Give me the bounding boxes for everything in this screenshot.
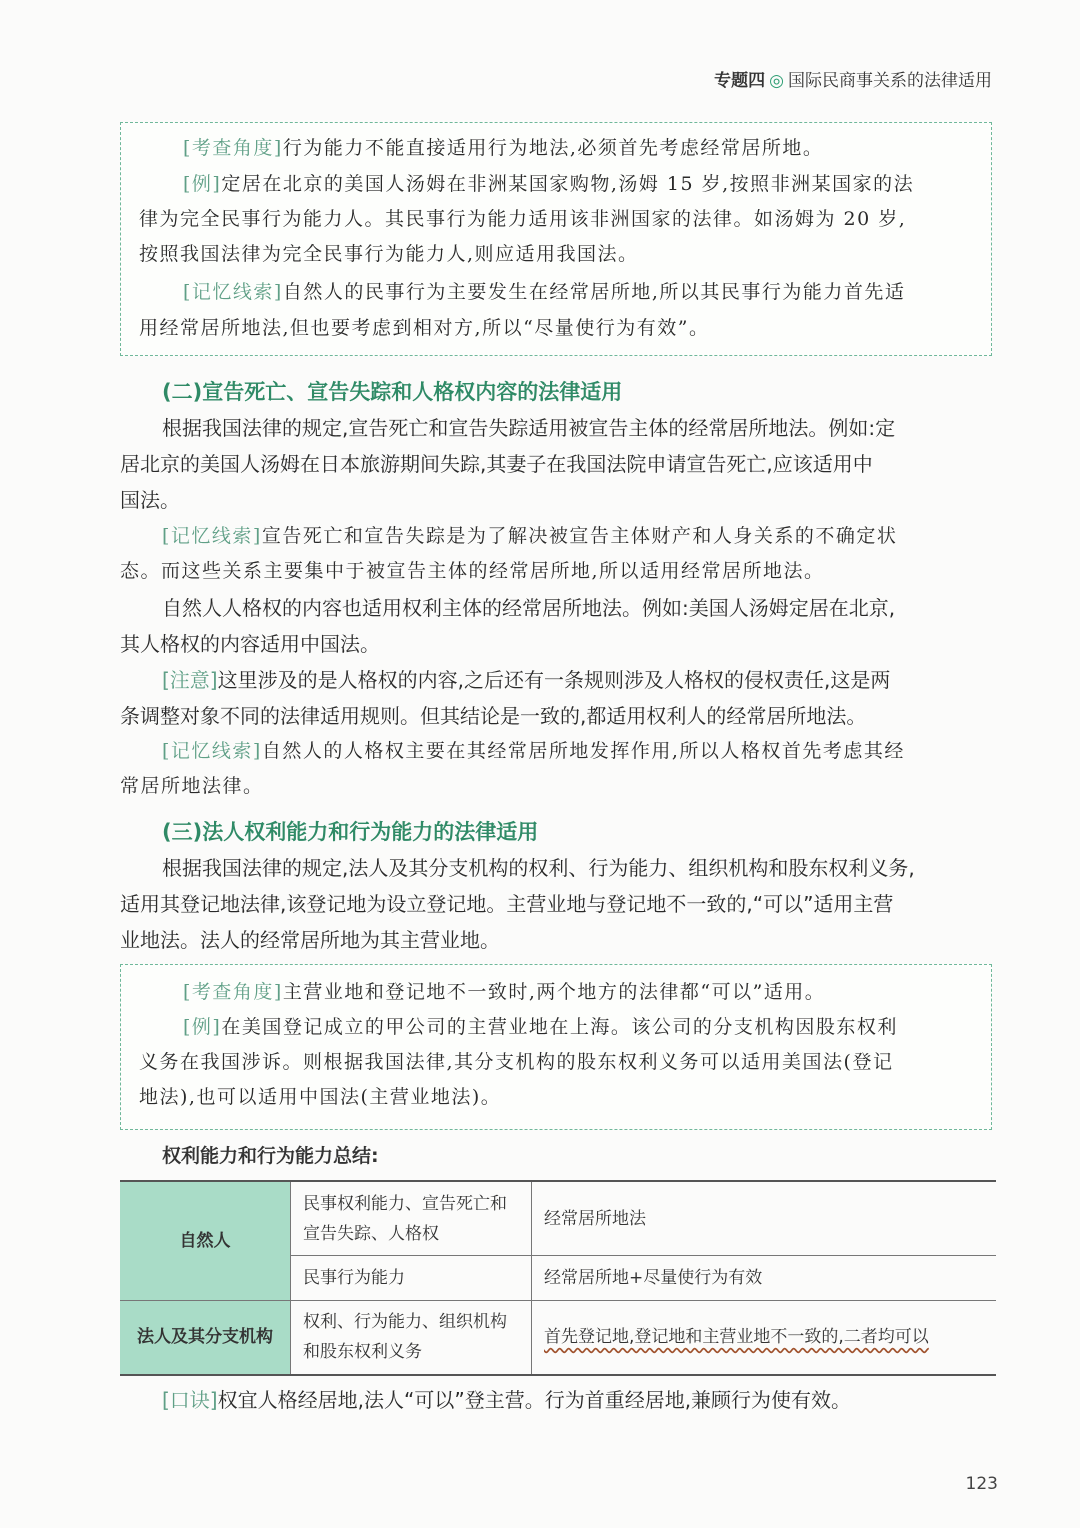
- callout-box-exam-angle-1: [120, 122, 992, 356]
- wavy-underlined-rule: 首先登记地,登记地和主营业地不一致的,二者均可以: [544, 1327, 929, 1348]
- table-cell: 经常居所地法: [532, 1181, 997, 1256]
- box1-line-4: 按照我国法律为完全民事行为能力人,则应适用我国法。: [139, 243, 639, 265]
- mnemonic-line: [口诀]权宜人格经居地,法人“可以”登主营。行为首重经居地,兼顾行为使有效。: [162, 1388, 852, 1412]
- topic-label: 专题四: [714, 71, 766, 91]
- s2-para2-line2: 其人格权的内容适用中国法。: [120, 632, 380, 656]
- s2-para2-line1: 自然人人格权的内容也适用权利主体的经常居所地法。例如:美国人汤姆定居在北京,: [162, 596, 896, 620]
- box1-line-1: [考查角度]行为能力不能直接适用行为地法,必须首先考虑经常居所地。: [183, 137, 824, 159]
- box2-line-4: 地法),也可以适用中国法(主营业地法)。: [139, 1086, 502, 1108]
- table-cell: [532, 1300, 997, 1375]
- table-cell: 民事权利能力、宣告死亡和 宣告失踪、人格权: [291, 1181, 532, 1256]
- section-heading-3: (三)法人权利能力和行为能力的法律适用: [162, 820, 539, 844]
- mnemonic-tag: [口诀]: [162, 1388, 218, 1412]
- s2-note-line2: 条调整对象不同的法律适用规则。但其结论是一致的,都适用权利人的经常居所地法。: [120, 704, 867, 728]
- table-cell: 民事行为能力: [291, 1256, 532, 1300]
- s2-memo2-line1: [记忆线索]自然人的人格权主要在其经常居所地发挥作用,所以人格权首先考虑其经: [162, 740, 905, 762]
- circle-bullet-icon: ◎: [769, 71, 784, 91]
- box2-line-3: 义务在我国涉诉。则根据我国法律,其分支机构的股东权利义务可以适用美国法(登记: [139, 1051, 894, 1073]
- exam-angle-tag: [考查角度]: [183, 981, 283, 1003]
- natural-person-cell: 自然人: [120, 1181, 291, 1300]
- s2-memo1-line1: [记忆线索]宣告死亡和宣告失踪是为了解决被宣告主体财产和人身关系的不确定状: [162, 525, 898, 547]
- summary-table-title: 权利能力和行为能力总结:: [162, 1145, 379, 1167]
- table-row: [120, 1181, 996, 1256]
- summary-table: [120, 1180, 996, 1376]
- memory-clue-tag: [记忆线索]: [183, 281, 283, 303]
- example-tag: [例]: [183, 173, 222, 195]
- table-row: [120, 1300, 996, 1375]
- legal-person-cell: 法人及其分支机构: [120, 1300, 291, 1375]
- chapter-title: 国际民商事关系的法律适用: [788, 71, 992, 91]
- s2-memo1-line2: 态。而这些关系主要集中于被宣告主体的经常居所地,所以适用经常居所地法。: [120, 560, 825, 582]
- box2-line-2: [例]在美国登记成立的甲公司的主营业地在上海。该公司的分支机构因股东权利: [183, 1016, 898, 1038]
- memory-clue-tag: [记忆线索]: [162, 740, 262, 762]
- s2-para1-line1: 根据我国法律的规定,宣告死亡和宣告失踪适用被宣告主体的经常居所地法。例如:定: [162, 416, 896, 440]
- s3-para1-line1: 根据我国法律的规定,法人及其分支机构的权利、行为能力、组织机构和股东权利义务,: [162, 856, 915, 880]
- running-header: [714, 66, 992, 91]
- section-heading-2: (二)宣告死亡、宣告失踪和人格权内容的法律适用: [162, 380, 623, 404]
- exam-angle-tag: [考查角度]: [183, 137, 283, 159]
- example-tag: [例]: [183, 1016, 222, 1038]
- memory-clue-tag: [记忆线索]: [162, 525, 262, 547]
- s2-para1-line2: 居北京的美国人汤姆在日本旅游期间失踪,其妻子在我国法院申请宣告死亡,应该适用中: [120, 452, 873, 476]
- box1-line-3: 律为完全民事行为能力人。其民事行为能力适用该非洲国家的法律。如汤姆为 20 岁,: [139, 208, 907, 230]
- box1-line-6: 用经常居所地法,但也要考虑到相对方,所以“尽量使行为有效”。: [139, 317, 710, 339]
- callout-box-exam-angle-2: [120, 964, 992, 1130]
- s3-para1-line3: 业地法。法人的经常居所地为其主营业地。: [120, 928, 500, 952]
- s2-memo2-line2: 常居所地法律。: [120, 775, 264, 797]
- page-number: 123: [965, 1474, 998, 1494]
- s3-para1-line2: 适用其登记地法律,该登记地为设立登记地。主营业地与登记地不一致的,“可以”适用主营: [120, 892, 894, 916]
- table-cell: 权利、行为能力、组织机构 和股东权利义务: [291, 1300, 532, 1375]
- box2-line-1: [考查角度]主营业地和登记地不一致时,两个地方的法律都“可以”适用。: [183, 981, 826, 1003]
- note-tag: [注意]: [162, 668, 218, 692]
- table-cell: 经常居所地+尽量使行为有效: [532, 1256, 997, 1300]
- s2-note-line1: [注意]这里涉及的是人格权的内容,之后还有一条规则涉及人格权的侵权责任,这是两: [162, 668, 891, 692]
- s2-para1-line3: 国法。: [120, 488, 180, 512]
- box1-line-2: [例]定居在北京的美国人汤姆在非洲某国家购物,汤姆 15 岁,按照非洲某国家的法: [183, 173, 915, 195]
- box1-line-5: [记忆线索]自然人的民事行为主要发生在经常居所地,所以其民事行为能力首先适: [183, 281, 906, 303]
